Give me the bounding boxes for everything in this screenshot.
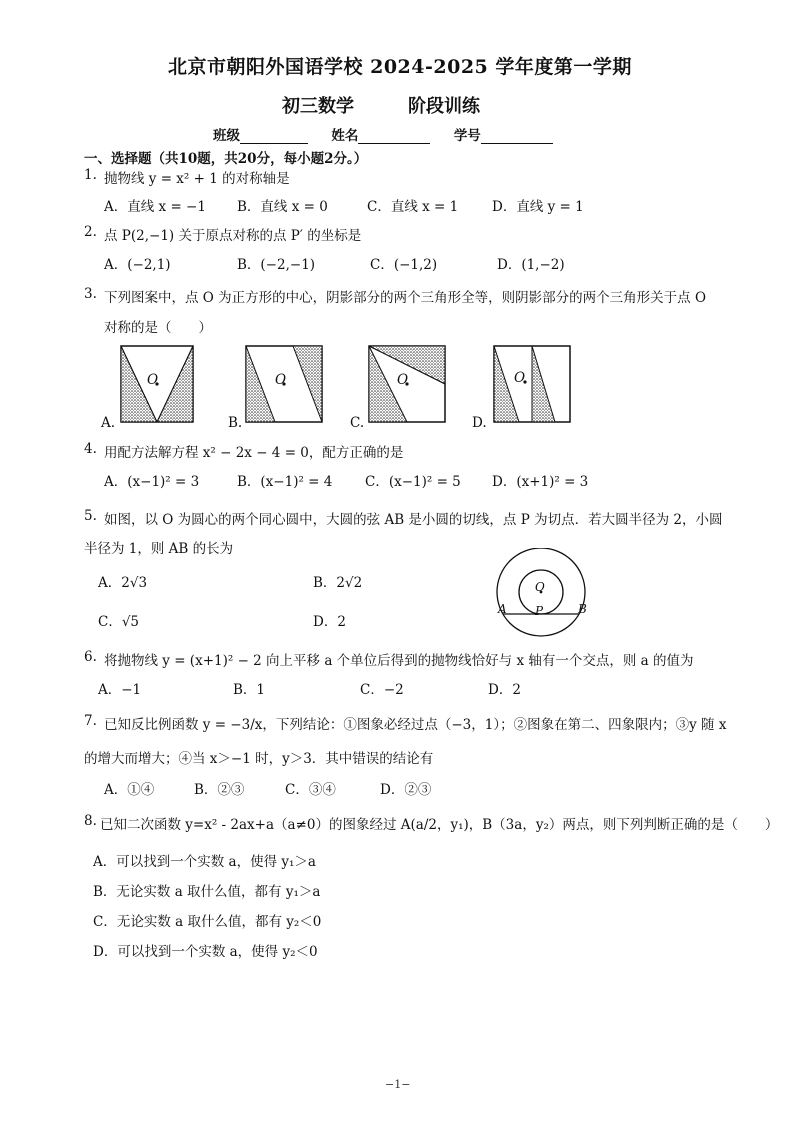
q5-label-p: P <box>535 604 544 618</box>
q2-number: 2. <box>84 224 97 240</box>
q3-stem-line1: 下列图案中，点 O 为正方形的中心，阴影部分的两个三角形全等，则阴影部分的两个三角形关于点 O <box>104 290 707 306</box>
q6-number: 6. <box>84 649 97 665</box>
q8-option-b: B．无论实数 a 取什么值，都有 y₁＞a <box>93 884 321 900</box>
q8-option-c: C．无论实数 a 取什么值，都有 y₂＜0 <box>93 914 322 930</box>
q7-number: 7. <box>84 713 97 729</box>
q4-number: 4. <box>84 441 97 457</box>
class-blank[interactable] <box>240 129 308 144</box>
subtitle-left: 初三数学 <box>282 96 354 117</box>
q8-option-a: A．可以找到一个实数 a，使得 y₁＞a <box>93 854 316 870</box>
q7-stem-line1: 已知反比例函数 y = −3/x，下列结论：①图象必经过点（−3，1）；②图象在第二、四象限内；③y 随 x <box>104 717 727 733</box>
q3-option-d: D. <box>472 415 487 431</box>
q7-option-a: A．①④ <box>104 782 155 798</box>
q1-option-c: C．直线 x = 1 <box>367 199 459 215</box>
q5-number: 5. <box>84 508 97 524</box>
section-heading: 一、选择题（共10题，共20分，每小题2分。） <box>84 151 368 167</box>
info-line <box>213 124 553 144</box>
q7-option-c: C．③④ <box>285 782 336 798</box>
q1-stem: 抛物线 y = x² + 1 的对称轴是 <box>104 171 290 187</box>
q7-option-d: D．②③ <box>380 782 432 798</box>
q3-figures <box>95 342 655 432</box>
q5-option-c: C．√5 <box>98 614 140 630</box>
q5-option-b: B．2√2 <box>313 575 363 591</box>
q3-fig-b-o: O <box>275 372 287 388</box>
subtitle-right: 阶段训练 <box>408 96 480 117</box>
q8-stem: 已知二次函数 y=x² - 2ax+a（a≠0）的图象经过 A(a/2，y₁)，B（3a，y₂）两点，则下列判断正确的是（ ） <box>100 817 779 833</box>
id-blank[interactable] <box>481 129 553 144</box>
q3-fig-c-o: O <box>397 372 409 388</box>
q1-number: 1. <box>84 167 97 183</box>
q7-stem-line2: 的增大而增大；④当 x＞−1 时，y＞3．其中错误的结论有 <box>84 751 434 767</box>
q6-option-c: C．−2 <box>360 682 404 698</box>
q6-option-d: D．2 <box>488 682 521 698</box>
q7-option-b: B．②③ <box>194 782 245 798</box>
q3-stem-line2: 对称的是（ ） <box>104 320 212 336</box>
q2-option-d: D．(1,−2) <box>497 257 565 273</box>
q3-figure-d <box>494 346 570 422</box>
id-label: 学号 <box>453 128 481 144</box>
name-blank[interactable] <box>358 129 430 144</box>
q1-option-b: B．直线 x = 0 <box>237 199 328 215</box>
q2-option-b: B．(−2,−1) <box>237 257 316 273</box>
q5-label-a: A <box>498 602 507 616</box>
q1-option-d: D．直线 y = 1 <box>492 199 584 215</box>
q6-option-a: A．−1 <box>98 682 142 698</box>
q5-option-d: D．2 <box>313 614 346 630</box>
page-title: 北京市朝阳外国语学校 2024-2025 学年度第一学期 <box>168 56 632 78</box>
q3-fig-d-o: O <box>514 370 526 386</box>
q8-number: 8. <box>84 813 97 829</box>
q2-stem: 点 P(2,−1) 关于原点对称的点 P′ 的坐标是 <box>104 228 362 244</box>
q4-stem: 用配方法解方程 x² − 2x − 4 = 0，配方正确的是 <box>104 445 404 461</box>
q5-option-a: A．2√3 <box>98 575 148 591</box>
q3-option-a: A. <box>101 415 116 431</box>
q3-number: 3. <box>84 286 97 302</box>
q5-stem-line2: 半径为 1，则 AB 的长为 <box>84 541 234 557</box>
q3-option-b: B. <box>228 415 243 431</box>
class-label: 班级 <box>213 128 240 144</box>
q3-option-c: C. <box>350 415 365 431</box>
q1-option-a: A．直线 x = −1 <box>104 199 206 215</box>
q5-label-b: B <box>578 602 587 616</box>
q5-concentric-circles-figure <box>490 548 600 648</box>
q2-option-a: A．(−2,1) <box>104 257 171 273</box>
q6-stem: 将抛物线 y = (x+1)² − 2 向上平移 a 个单位后得到的抛物线恰好与 x 轴有一个交点，则 a 的值为 <box>104 653 694 669</box>
q5-stem-line1: 如图，以 O 为圆心的两个同心圆中，大圆的弦 AB 是小圆的切线，点 P 为切点．若大圆半径为 2，小圆 <box>104 512 723 528</box>
q2-option-c: C．(−1,2) <box>370 257 438 273</box>
q4-option-d: D．(x+1)² = 3 <box>492 474 589 490</box>
q5-label-o: O <box>535 580 545 594</box>
name-label: 姓名 <box>331 128 359 144</box>
q8-option-d: D．可以找到一个实数 a，使得 y₂＜0 <box>93 944 318 960</box>
q4-option-b: B．(x−1)² = 4 <box>237 474 333 490</box>
q4-option-a: A．(x−1)² = 3 <box>104 474 200 490</box>
q6-option-b: B．1 <box>233 682 266 698</box>
q3-fig-a-o: O <box>147 372 159 388</box>
q4-option-c: C．(x−1)² = 5 <box>365 474 461 490</box>
page-number: −1− <box>385 1078 411 1091</box>
